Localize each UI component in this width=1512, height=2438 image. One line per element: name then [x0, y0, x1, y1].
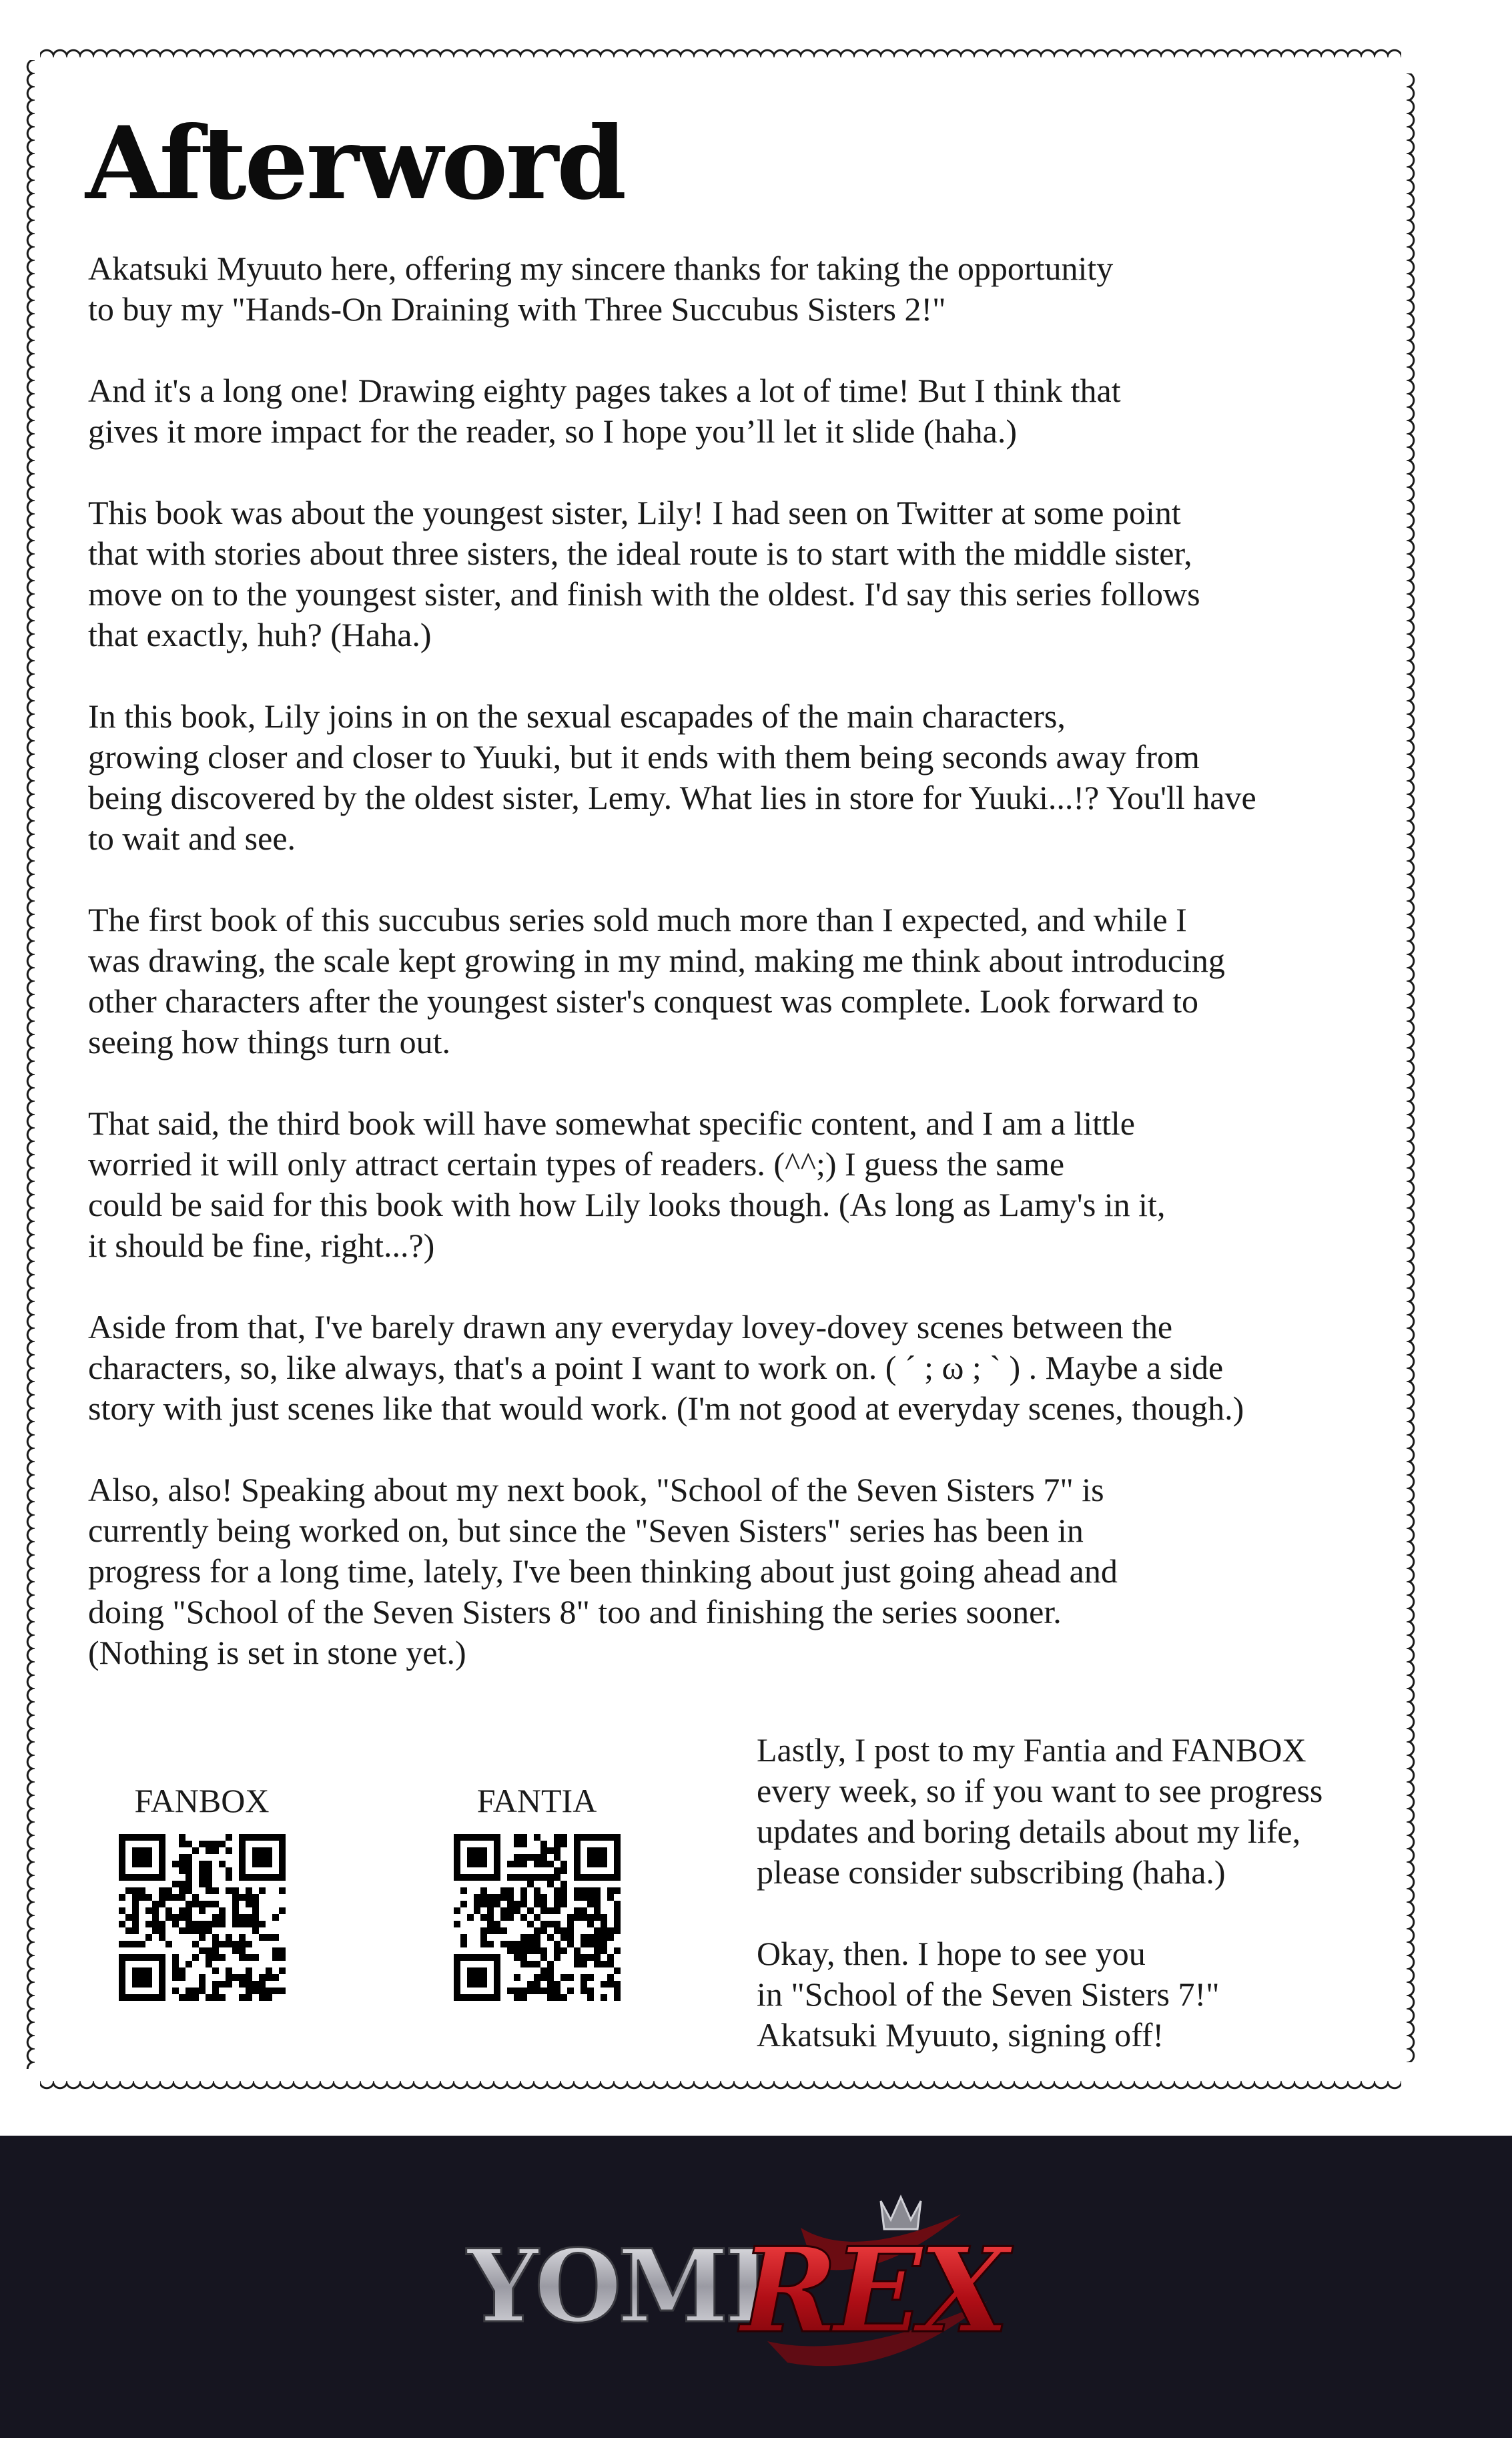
- paragraph: Akatsuki Myuuto here, offering my sincere thanks for taking the opportunity to buy my "Hands-On Draining with Three Succubus Sisters 2!": [88, 250, 1114, 328]
- fantia-qr-block: [448, 1782, 625, 2001]
- qr-code-icon: [119, 1834, 286, 2001]
- closing-notes: [757, 1730, 1391, 2096]
- qr-code-icon: [454, 1834, 621, 2001]
- paragraph: This book was about the youngest sister, Lily! I had seen on Twitter at some point that with stories about three sisters, the ideal route is to start with the middle sister, move on to the youngest sister, and finish with the oldest. I'd say this series follows that exactly, huh? (Haha.): [88, 494, 1200, 653]
- fanbox-qr-block: [113, 1782, 290, 2001]
- paragraph: That said, the third book will have somewhat specific content, and I am a little worried it will only attract certain types of readers. (^^;) I guess the same could be said for this book with how Lily looks though. (As long as Lamy's in it, it should be fine, right...?): [88, 1105, 1166, 1264]
- fantia-qr-code[interactable]: [448, 1834, 625, 2001]
- paragraph: The first book of this succubus series sold much more than I expected, and while I was drawing, the scale kept growing in my mind, making me think about introducing other characters after the youngest sister's conquest was complete. Look forward to seeing how things turn out.: [88, 901, 1225, 1060]
- logo-text-yomi: YOMI: [467, 2228, 767, 2345]
- afterword-body: [88, 248, 1409, 1714]
- paragraph: Lastly, I post to my Fantia and FANBOX every week, so if you want to see progress updates and boring details about my life, please consider subscribing (haha.): [757, 1731, 1323, 1891]
- yomirex-logo: [454, 2188, 1054, 2391]
- fanbox-label: FANBOX: [134, 1782, 270, 1819]
- paragraph: Okay, then. I hope to see you in "School of the Seven Sisters 7!" Akatsuki Myuuto, signing off!: [757, 1935, 1220, 2054]
- paragraph: Also, also! Speaking about my next book, "School of the Seven Sisters 7" is currently being worked on, but since the "Seven Sisters" series has been in progress for a long time, lately, I've been thinking about just going ahead and doing "School of the Seven Sisters 8" too and finishing the series sooner. (Nothing is set in stone yet.): [88, 1471, 1118, 1671]
- fanbox-qr-code[interactable]: [113, 1834, 290, 2001]
- paragraph: Aside from that, I've barely drawn any everyday lovey-dovey scenes between the characters, so, like always, that's a point I want to work on. ( ´ ; ω ; ` ) . Maybe a side story with just scenes like that would work. (I'm not good at everyday scenes, though.): [88, 1308, 1244, 1427]
- paragraph: In this book, Lily joins in on the sexual escapades of the main characters, growing closer and closer to Yuuki, but it ends with them being seconds away from being discovered by the oldest sister, Lemy. What lies in store for Yuuki...!? You'll have to wait and see.: [88, 697, 1256, 857]
- paragraph: And it's a long one! Drawing eighty pages takes a lot of time! But I think that gives it more impact for the reader, so I hope you’ll let it slide (haha.): [88, 372, 1121, 450]
- border-top: [40, 41, 1401, 57]
- border-left: [19, 60, 35, 2069]
- logo-text-rex: REX: [741, 2222, 1006, 2359]
- page-title: Afterword: [85, 105, 625, 222]
- fantia-label: FANTIA: [476, 1782, 597, 1819]
